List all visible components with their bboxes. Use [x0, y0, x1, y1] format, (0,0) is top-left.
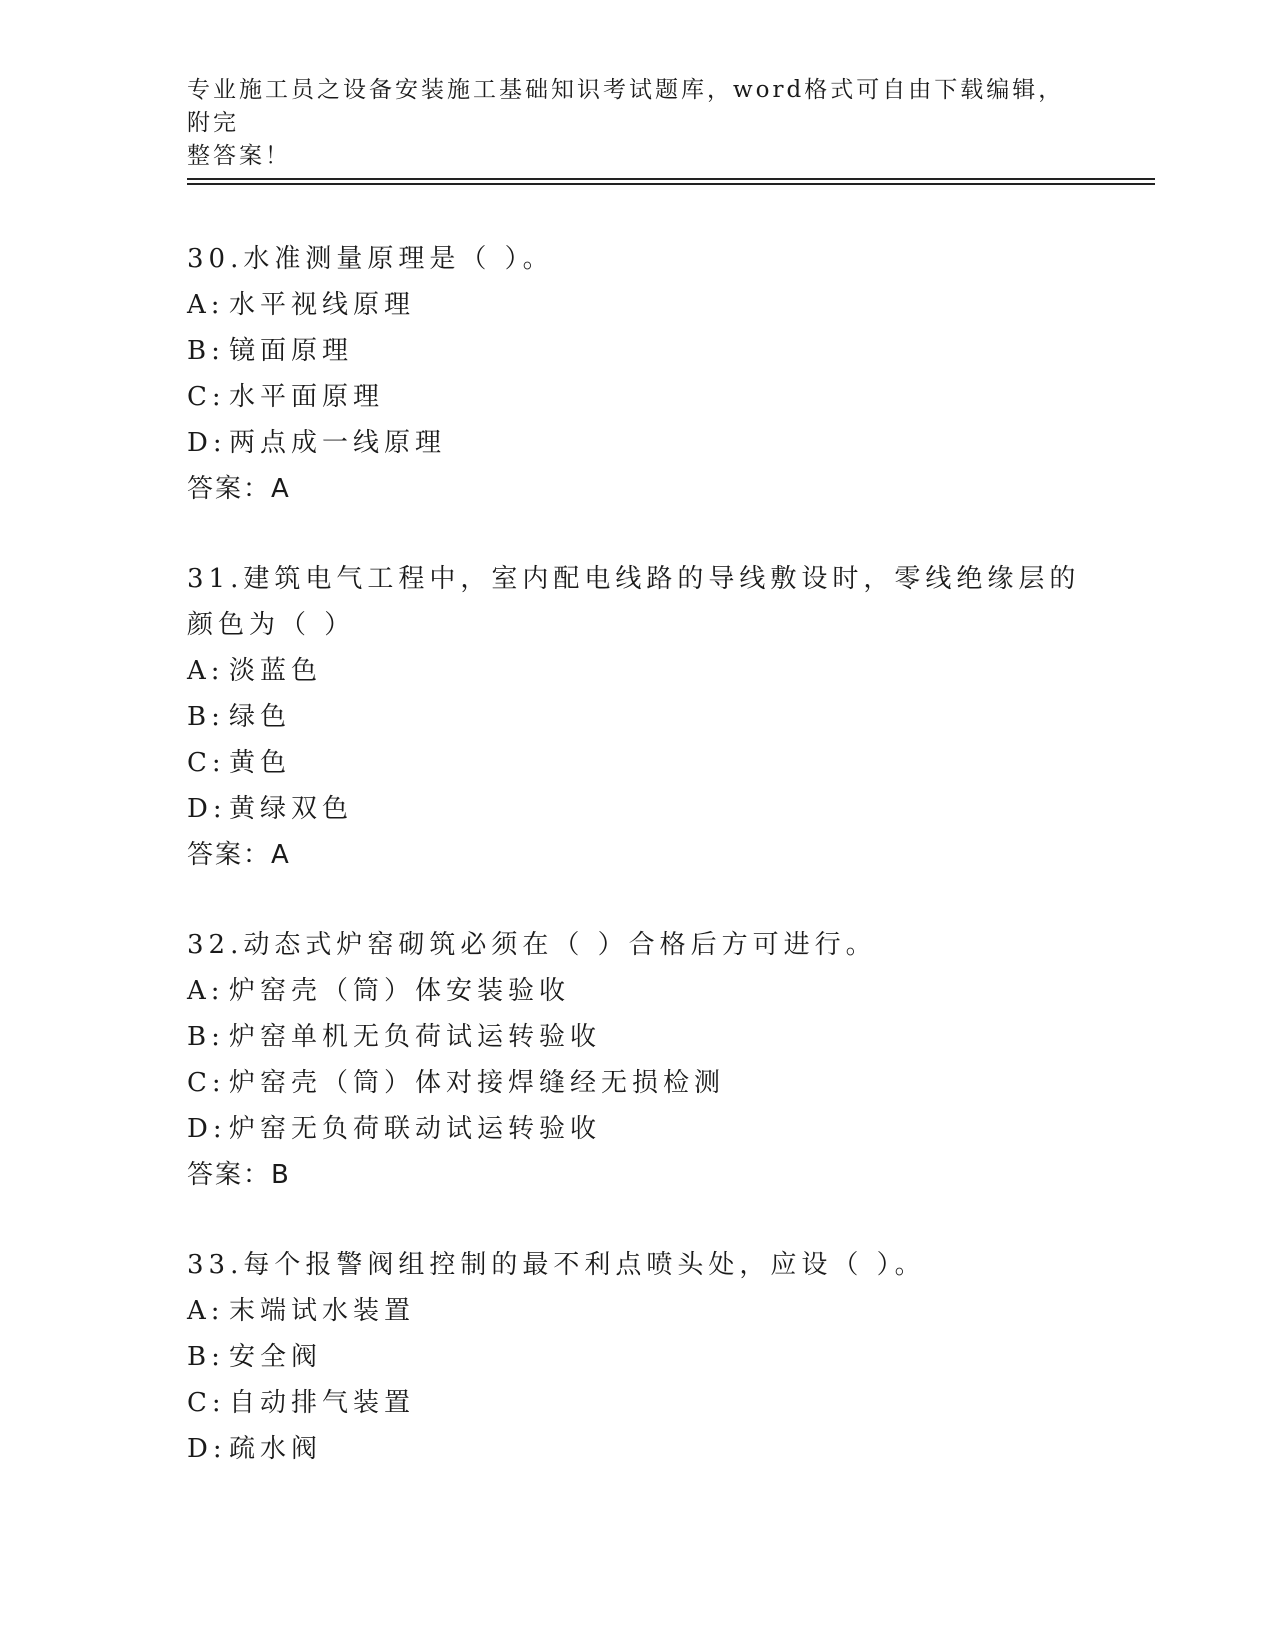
question-stem: 建筑电气工程中，室内配电线路的导线敷设时，零线绝缘层的颜色为（ ）	[187, 564, 1081, 640]
question-list	[187, 236, 1087, 1516]
question-number: 31.	[187, 564, 244, 594]
option-c	[187, 740, 1087, 786]
option-key: C:	[187, 748, 226, 778]
question-number: 30.	[187, 244, 244, 274]
option-text: 镜面原理	[229, 336, 354, 366]
option-text: 水平视线原理	[229, 290, 416, 320]
question-30	[187, 236, 1087, 512]
option-text: 黄色	[229, 748, 292, 778]
option-text: 安全阀	[229, 1342, 323, 1372]
header-divider-top	[187, 178, 1155, 180]
option-text: 炉窑壳（筒）体安装验收	[229, 976, 571, 1006]
option-key: D:	[187, 428, 227, 458]
option-key: A:	[187, 656, 225, 686]
option-b	[187, 328, 1087, 374]
answer-line: 答案：A	[187, 840, 291, 870]
option-key: A:	[187, 290, 225, 320]
option-c	[187, 1380, 1087, 1426]
option-d	[187, 786, 1087, 832]
option-key: C:	[187, 382, 226, 412]
option-d	[187, 1106, 1087, 1152]
option-text: 末端试水装置	[229, 1296, 416, 1326]
option-key: D:	[187, 1434, 227, 1464]
option-key: B:	[187, 336, 225, 366]
option-key: C:	[187, 1388, 226, 1418]
question-text	[187, 556, 1087, 648]
question-stem: 动态式炉窑砌筑必须在（ ）合格后方可进行。	[243, 930, 877, 960]
option-a	[187, 1288, 1087, 1334]
option-text: 疏水阀	[229, 1434, 323, 1464]
answer-line: 答案：B	[187, 1160, 291, 1190]
option-c	[187, 1060, 1087, 1106]
option-text: 黄绿双色	[229, 794, 354, 824]
option-text: 炉窑无负荷联动试运转验收	[229, 1114, 602, 1144]
question-text	[187, 1242, 1087, 1288]
question-text	[187, 236, 1087, 282]
option-key: D:	[187, 794, 227, 824]
header-divider-bottom	[187, 183, 1155, 185]
option-key: B:	[187, 1022, 225, 1052]
question-number: 32.	[187, 930, 244, 960]
option-text: 两点成一线原理	[229, 428, 447, 458]
question-stem: 水准测量原理是（ ）。	[243, 244, 554, 274]
option-text: 自动排气装置	[229, 1388, 416, 1418]
option-text: 炉窑壳（筒）体对接焊缝经无损检测	[229, 1068, 726, 1098]
question-number: 33.	[187, 1250, 244, 1280]
option-key: C:	[187, 1068, 226, 1098]
question-33	[187, 1242, 1087, 1472]
option-a	[187, 648, 1087, 694]
option-d	[187, 1426, 1087, 1472]
option-d	[187, 420, 1087, 466]
option-key: B:	[187, 702, 225, 732]
question-32	[187, 922, 1087, 1198]
option-a	[187, 282, 1087, 328]
option-key: A:	[187, 1296, 225, 1326]
option-text: 淡蓝色	[229, 656, 323, 686]
answer-line: 答案：A	[187, 474, 291, 504]
header-line-1: 专业施工员之设备安装施工基础知识考试题库，word格式可自由下载编辑，附完	[187, 77, 1065, 136]
option-text: 水平面原理	[229, 382, 385, 412]
option-text: 绿色	[229, 702, 292, 732]
option-b	[187, 694, 1087, 740]
question-stem: 每个报警阀组控制的最不利点喷头处，应设（ ）。	[243, 1250, 926, 1280]
option-key: D:	[187, 1114, 227, 1144]
option-b	[187, 1014, 1087, 1060]
option-text: 炉窑单机无负荷试运转验收	[229, 1022, 602, 1052]
option-key: B:	[187, 1342, 225, 1372]
option-key: A:	[187, 976, 225, 1006]
option-b	[187, 1334, 1087, 1380]
option-c	[187, 374, 1087, 420]
option-a	[187, 968, 1087, 1014]
document-header	[187, 74, 1087, 173]
question-31	[187, 556, 1087, 878]
question-text	[187, 922, 1087, 968]
header-line-2: 整答案！	[187, 143, 291, 169]
